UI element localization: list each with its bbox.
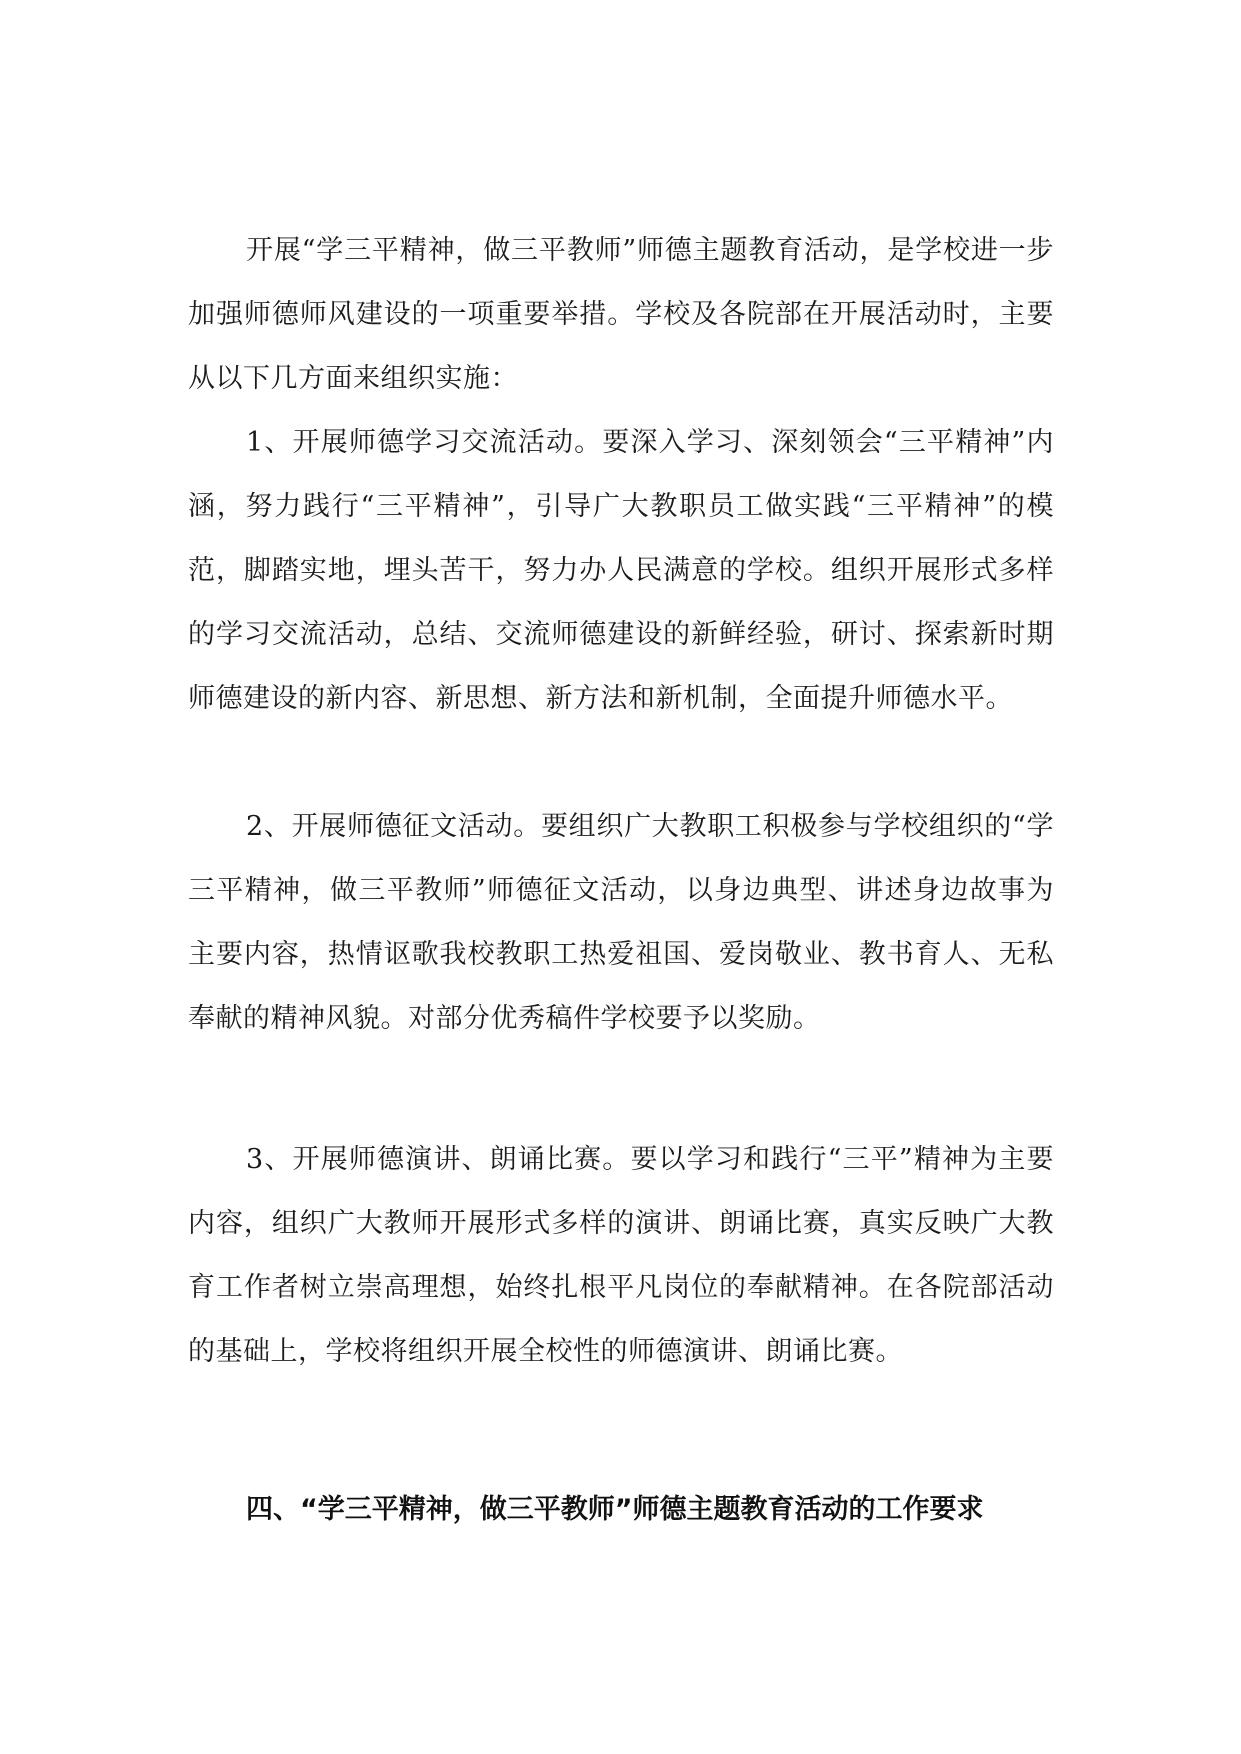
item-1-paragraph: 1、开展师德学习交流活动。要深入学习、深刻领会“三平精神”内涵，努力践行“三平精神”，引导广大教职员工做实践“三平精神”的模范，脚踏实地，埋头苦干，努力办人民满意的学校。组织开展形式多样的学习交流活动，总结、交流师德建设的新鲜经验，研讨、探索新时期师德建设的新内容、新思想、新方法和新机制，全面提升师德水平。	[188, 427, 1054, 714]
intro-paragraph: 开展“学三平精神，做三平教师”师德主题教育活动，是学校进一步加强师德师风建设的一项重要举措。学校及各院部在开展活动时，主要从以下几方面来组织实施：	[188, 235, 1054, 394]
item-2-paragraph: 2、开展师德征文活动。要组织广大教职工积极参与学校组织的“学三平精神，做三平教师”师德征文活动，以身边典型、讲述身边故事为主要内容，热情讴歌我校教职工热爱祖国、爱岗敬业、教书育人、无私奉献的精神风貌。对部分优秀稿件学校要予以奖励。	[188, 811, 1054, 1034]
section-heading: 四、“学三平精神，做三平教师”师德主题教育活动的工作要求	[246, 1494, 984, 1525]
item-3-paragraph: 3、开展师德演讲、朗诵比赛。要以学习和践行“三平”精神为主要内容，组织广大教师开展形式多样的演讲、朗诵比赛，真实反映广大教育工作者树立崇高理想，始终扎根平凡岗位的奉献精神。在各院部活动的基础上，学校将组织开展全校性的师德演讲、朗诵比赛。	[188, 1144, 1054, 1367]
